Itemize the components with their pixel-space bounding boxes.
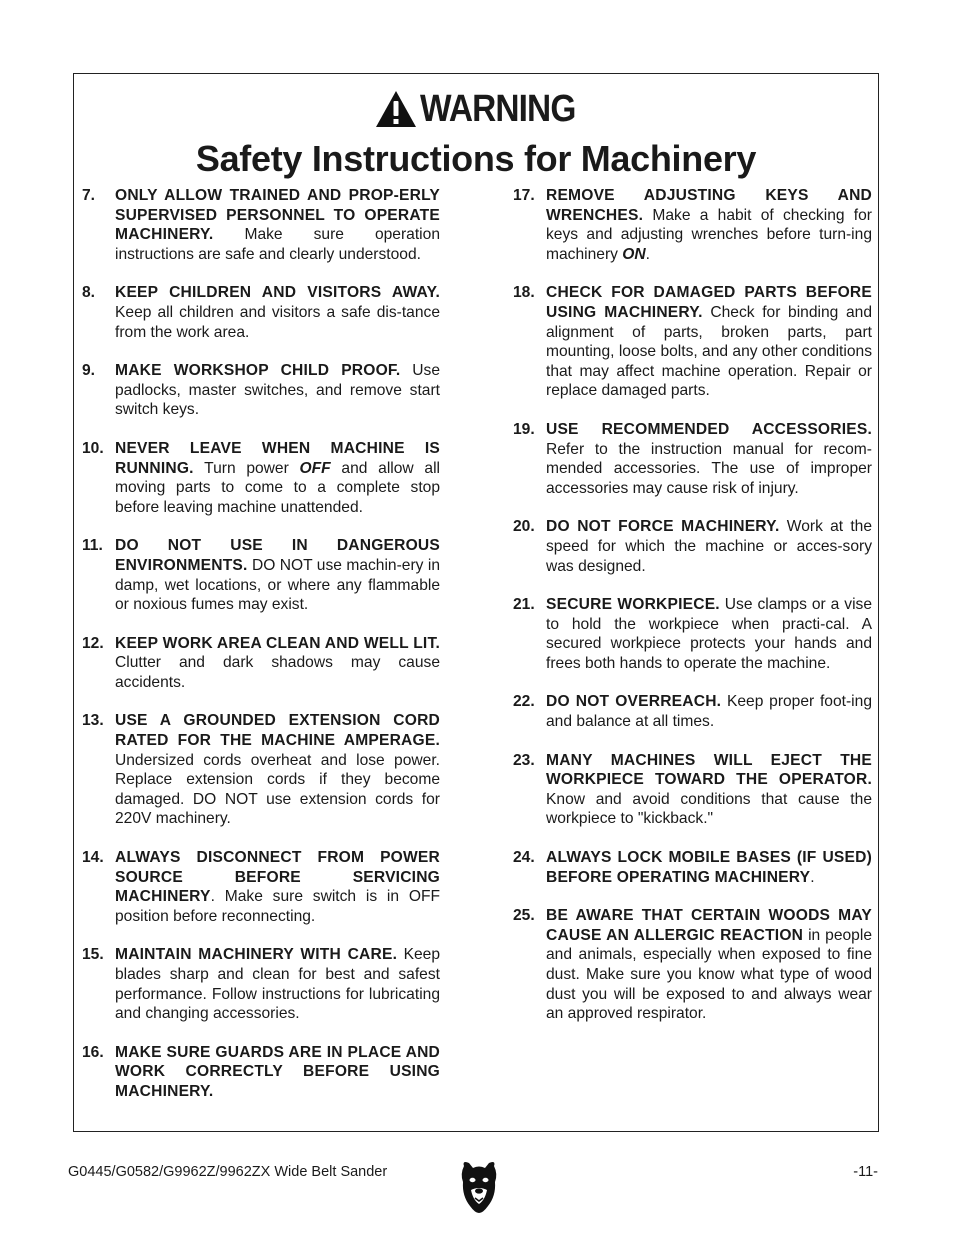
list-item: [513, 420, 872, 498]
item-text: Clutter and dark shadows may cause accidents.: [115, 654, 440, 691]
item-text-tail: and allow all moving parts to come to a complete stop before leaving machine unattended.: [115, 459, 440, 516]
item-body: [546, 692, 872, 731]
item-body: [115, 536, 440, 614]
item-number: 24.: [513, 849, 535, 867]
item-number: 10.: [82, 439, 104, 457]
list-item: [82, 945, 440, 1023]
item-body: [546, 517, 872, 576]
list-item: [82, 711, 440, 829]
right-column: [513, 186, 872, 1024]
item-lead: REMOVE ADJUSTING KEYS AND WRENCHES.: [546, 187, 872, 224]
item-text: Make sure operation instructions are safe and clearly understood.: [115, 226, 440, 263]
item-body: [115, 186, 440, 264]
item-lead: USE RECOMMENDED ACCESSORIES.: [546, 420, 872, 438]
item-lead: MAKE SURE GUARDS ARE IN PLACE AND WORK CORRECTLY BEFORE USING MACHINERY.: [115, 1043, 440, 1100]
item-lead: KEEP WORK AREA CLEAN AND WELL LIT.: [115, 634, 440, 652]
list-item: [513, 186, 872, 264]
item-body: [115, 361, 440, 420]
item-body: [115, 945, 440, 1023]
item-text: Use padlocks, master switches, and remove start switch keys.: [115, 362, 440, 419]
list-item: [82, 848, 440, 926]
list-item: [82, 283, 440, 342]
item-body: [546, 751, 872, 829]
list-item: [82, 634, 440, 693]
item-lead: DO NOT FORCE MACHINERY.: [546, 518, 780, 536]
item-lead: MAKE WORKSHOP CHILD PROOF.: [115, 362, 401, 380]
item-number: 14.: [82, 849, 104, 867]
item-text: Keep proper foot-ing and balance at all times.: [546, 693, 872, 731]
page-number: -11-: [853, 1164, 878, 1180]
footer-model: G0445/G0582/G9962Z/9962ZX Wide Belt Sander: [68, 1164, 388, 1180]
item-text: Keep blades sharp and clean for best and safest performance. Follow instructions for lubricating and changing accessories.: [115, 946, 440, 1023]
item-text: Make a habit of checking for keys and adjusting wrenches before turn-ing machinery: [546, 206, 872, 263]
item-number: 22.: [513, 693, 535, 711]
item-lead: BE AWARE THAT CERTAIN WOODS MAY CAUSE AN ALLERGIC REACTION: [546, 907, 872, 944]
list-item: [82, 361, 440, 420]
warning-banner: [73, 86, 879, 132]
item-number: 12.: [82, 634, 104, 652]
item-number: 8.: [82, 284, 96, 302]
item-body: [115, 283, 440, 342]
item-text: Use clamps or a vise to hold the workpiece when practi-cal. A secured workpiece protects your hands and frees both hands to operate the machine.: [546, 596, 872, 672]
item-lead: NEVER LEAVE WHEN MACHINE IS RUNNING.: [115, 439, 440, 477]
list-item: [513, 595, 872, 673]
list-item: [82, 439, 440, 517]
item-number: 25.: [513, 907, 535, 925]
item-text: DO NOT use machin-ery in damp, wet locations, or where any flammable or noxious fumes may exist.: [115, 556, 440, 614]
item-number: 9.: [82, 362, 96, 380]
list-item: [82, 186, 440, 264]
item-text: Keep all children and visitors a safe dis-tance from the work area.: [115, 303, 440, 341]
item-text: . Make sure switch is in OFF position before reconnecting.: [115, 888, 440, 925]
list-item: [513, 751, 872, 829]
warning-label: WARNING: [419, 87, 576, 130]
item-body: [115, 1043, 440, 1102]
list-item: [82, 1043, 440, 1102]
item-number: 23.: [513, 751, 535, 769]
item-lead: ALWAYS LOCK MOBILE BASES (IF USED) BEFORE OPERATING MACHINERY: [546, 849, 872, 886]
item-text: Check for binding and alignment of parts, broken parts, part mounting, loose bolts, and any other conditions that may affect machine operation. Repair or replace damaged parts.: [546, 303, 873, 400]
list-item: [513, 517, 872, 576]
item-text: Know and avoid conditions that cause the workpiece to "kickback.": [546, 790, 872, 828]
list-item: [82, 536, 440, 614]
heading: [73, 86, 879, 180]
item-body: [546, 906, 872, 1024]
item-number: 17.: [513, 187, 535, 204]
item-number: 15.: [82, 946, 104, 964]
item-number: 19.: [513, 420, 535, 438]
item-emphasis: OFF: [299, 459, 331, 477]
item-body: [546, 186, 872, 264]
item-text: in people and animals, especially when exposed to fine dust. Make sure you know what type of wood dust you will be exposed to and always wear an approved respirator.: [546, 926, 872, 1023]
item-body: [546, 283, 872, 401]
item-body: [115, 439, 440, 517]
item-text: Undersized cords overheat and lose power. Replace extension cords if they become damaged. DO NOT use extension cords for 220V machinery.: [115, 751, 440, 828]
item-number: 11.: [82, 537, 103, 555]
item-number: 21.: [513, 596, 535, 614]
item-body: [546, 595, 872, 673]
warning-triangle-icon: [374, 89, 418, 129]
list-item: [513, 692, 872, 731]
item-lead: USE A GROUNDED EXTENSION CORD RATED FOR THE MACHINE AMPERAGE.: [115, 712, 440, 750]
item-text: Work at the speed for which the machine or acces-sory was designed.: [546, 518, 872, 575]
item-lead: ONLY ALLOW TRAINED AND PROP-ERLY SUPERVISED PERSONNEL TO OPERATE MACHINERY.: [115, 187, 440, 244]
list-item: [513, 906, 872, 1024]
item-lead: DO NOT OVERREACH.: [546, 693, 722, 711]
item-lead: SECURE WORKPIECE.: [546, 596, 720, 614]
item-body: [115, 711, 440, 829]
item-number: 16.: [82, 1043, 104, 1061]
item-text: Refer to the instruction manual for recom-mended accessories. The use of improper accessories may cause risk of injury.: [546, 440, 872, 497]
list-item: [513, 848, 872, 887]
page-title: Safety Instructions for Machinery: [195, 138, 757, 179]
item-number: 7.: [82, 187, 96, 204]
item-lead: KEEP CHILDREN AND VISITORS AWAY.: [115, 284, 440, 302]
item-body: [115, 848, 440, 926]
item-number: 18.: [513, 284, 535, 302]
item-emphasis: ON: [622, 245, 646, 263]
item-lead: ALWAYS DISCONNECT FROM POWER SOURCE BEFORE SERVICING MACHINERY: [115, 849, 440, 906]
item-number: 20.: [513, 518, 535, 536]
item-text-tail: .: [645, 245, 650, 263]
item-text: Turn power: [193, 459, 300, 477]
item-lead: MANY MACHINES WILL EJECT THE WORKPIECE TOWARD THE OPERATOR.: [546, 751, 872, 789]
item-lead: DO NOT USE IN DANGEROUS ENVIRONMENTS.: [115, 537, 440, 574]
item-body: [546, 420, 872, 498]
item-number: 13.: [82, 712, 104, 730]
list-item: [513, 283, 872, 401]
item-lead: CHECK FOR DAMAGED PARTS BEFORE USING MACHINERY.: [546, 284, 872, 321]
item-body: [115, 634, 440, 693]
left-column: [82, 186, 440, 1102]
item-lead: MAINTAIN MACHINERY WITH CARE.: [115, 946, 398, 964]
bear-head-logo: [458, 1160, 500, 1214]
item-body: [546, 848, 872, 887]
item-text: .: [810, 868, 815, 886]
